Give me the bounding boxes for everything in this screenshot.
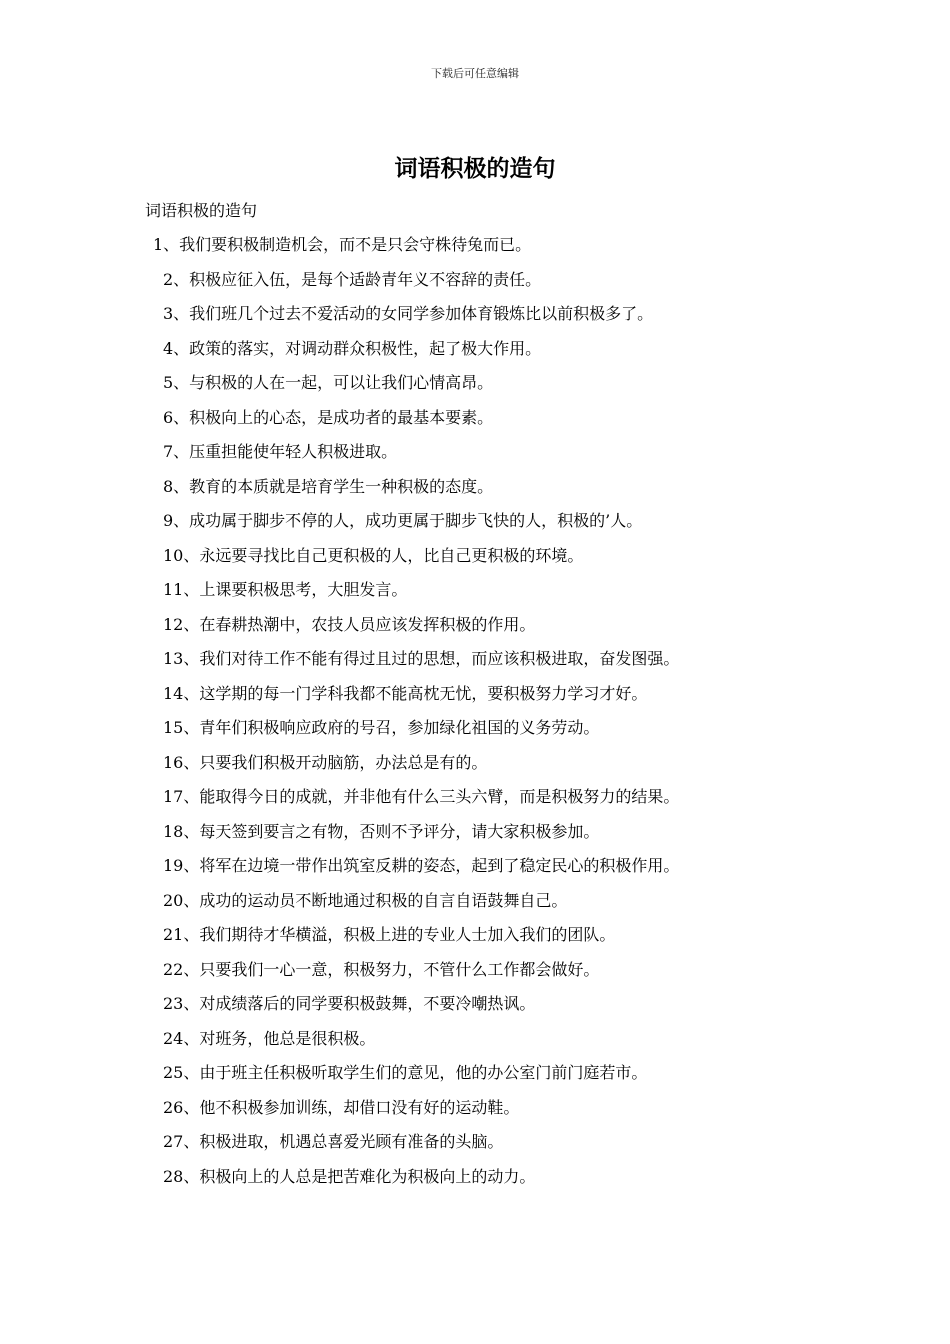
list-item: 19、将军在边境一带作出筑室反耕的姿态，起到了稳定民心的积极作用。	[163, 856, 680, 875]
list-item: 8、教育的本质就是培育学生一种积极的态度。	[163, 476, 494, 496]
list-item: 2、积极应征入伍，是每个适龄青年义不容辞的责任。	[163, 269, 542, 289]
list-item: 3、我们班几个过去不爱活动的女同学参加体育锻炼比以前积极多了。	[163, 304, 654, 323]
list-item: 7、压重担能使年轻人积极进取。	[163, 442, 398, 461]
list-item: 11、上课要积极思考，大胆发言。	[163, 580, 408, 599]
list-item: 25、由于班主任积极听取学生们的意见，他的办公室门前门庭若市。	[163, 1063, 648, 1082]
list-item: 6、积极向上的心态，是成功者的最基本要素。	[163, 407, 494, 427]
list-item: 4、政策的落实，对调动群众积极性，起了极大作用。	[163, 338, 542, 358]
list-item: 13、我们对待工作不能有得过且过的思想，而应该积极进取，奋发图强。	[163, 649, 680, 668]
list-item: 5、与积极的人在一起，可以让我们心情高昂。	[163, 373, 494, 392]
list-item: 22、只要我们一心一意，积极努力，不管什么工作都会做好。	[163, 959, 600, 979]
list-item: 27、积极进取，机遇总喜爱光顾有准备的头脑。	[163, 1132, 504, 1151]
list-item: 26、他不积极参加训练，却借口没有好的运动鞋。	[163, 1097, 520, 1117]
list-item: 28、积极向上的人总是把苦难化为积极向上的动力。	[163, 1166, 536, 1186]
list-item: 12、在春耕热潮中，农技人员应该发挥积极的作用。	[163, 614, 536, 634]
list-item: 23、对成绩落后的同学要积极鼓舞，不要冷嘲热讽。	[163, 994, 536, 1013]
list-item: 18、每天签到要言之有物，否则不予评分，请大家积极参加。	[163, 821, 600, 841]
list-item: 17、能取得今日的成就，并非他有什么三头六臂，而是积极努力的结果。	[163, 787, 680, 806]
header-note: 下载后可任意编辑	[431, 67, 519, 80]
list-item: 24、对班务，他总是很积极。	[163, 1028, 376, 1048]
list-item: 15、青年们积极响应政府的号召，参加绿化祖国的义务劳动。	[163, 718, 600, 737]
list-item: 20、成功的运动员不断地通过积极的自言自语鼓舞自己。	[163, 890, 568, 910]
list-item: 21、我们期待才华横溢，积极上进的专业人士加入我们的团队。	[163, 925, 616, 944]
list-item: 16、只要我们积极开动脑筋，办法总是有的。	[163, 752, 488, 772]
list-item: 10、永远要寻找比自己更积极的人，比自己更积极的环境。	[163, 545, 584, 565]
page-title: 词语积极的造句	[394, 155, 556, 182]
list-item: 9、成功属于脚步不停的人，成功更属于脚步飞快的人，积极的’人。	[163, 511, 643, 530]
list-item: 1、我们要积极制造机会，而不是只会守株待兔而已。	[153, 235, 532, 254]
sentence-list	[0, 232, 950, 1198]
list-item: 14、这学期的每一门学科我都不能高枕无忧，要积极努力学习才好。	[163, 683, 648, 703]
subtitle: 词语积极的造句	[145, 201, 258, 220]
